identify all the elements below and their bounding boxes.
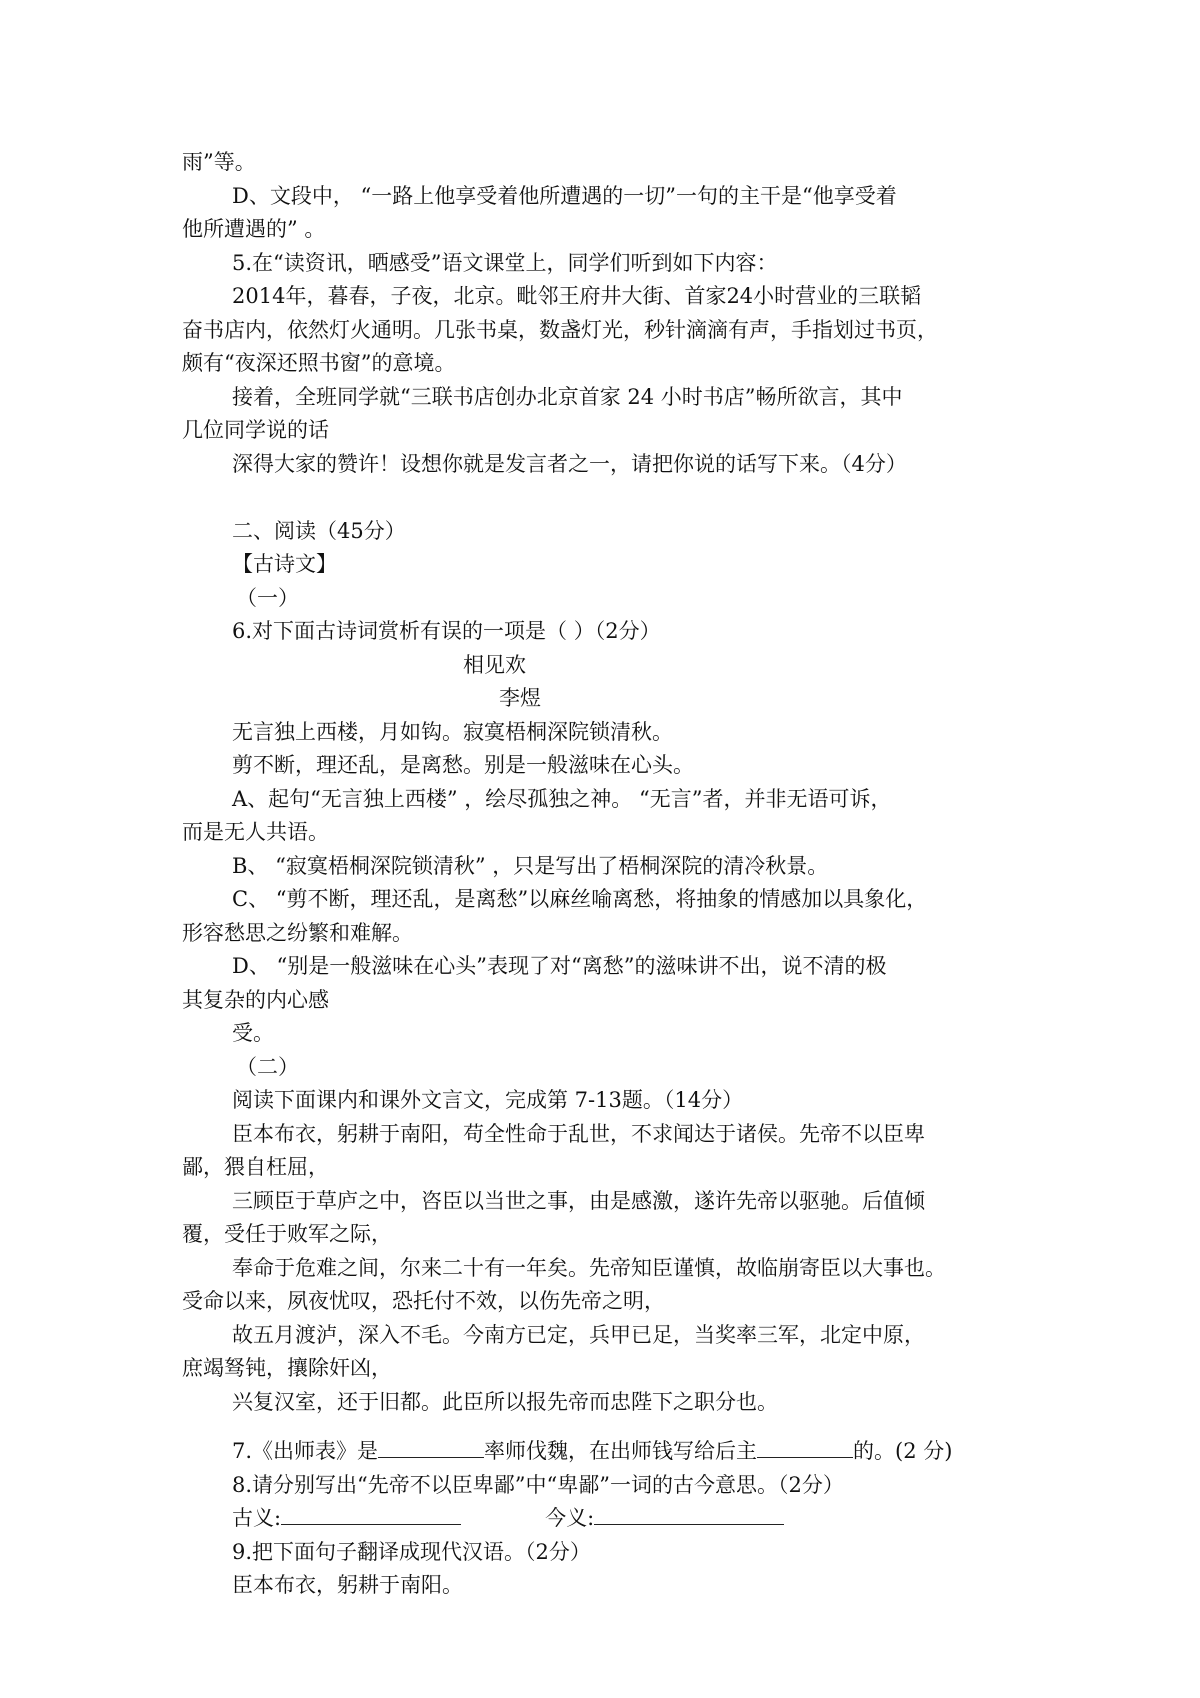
reading-instruction: 阅读下面课内和课外文言文，完成第 7-13题。（14分） [232,1088,744,1112]
classical-text-line: 臣本布衣，躬耕于南阳，苟全性命于乱世，不求闻达于诸侯。先帝不以臣卑 [232,1121,925,1146]
option-c: C、 “剪不断，理还乱，是离愁”以麻丝喻离愁，将抽象的情感加以具象化， [232,887,928,911]
poem-line: 剪不断，理还乱，是离愁。别是一般滋味在心头。 [232,753,694,777]
classical-text-line: 受命以来，夙夜忧叹，恐托付不效，以伤先帝之明， [182,1289,665,1313]
question-6: 6.对下面古诗词赏析有误的一项是（ ）（2分） [232,619,661,643]
text-line: 颇有“夜深还照书窗”的意境。 [182,351,456,375]
spacer [182,481,1032,515]
option-b: B、 “寂寞梧桐深院锁清秋” ，只是写出了梧桐深院的清冷秋景。 [232,853,829,878]
classical-text-line: 兴复汉室，还于旧都。此臣所以报先帝而忠陛下之职分也。 [232,1389,778,1414]
text-line: 其复杂的内心感 [182,987,329,1012]
part-one-label: （一） [236,585,299,610]
spacer [182,1419,1032,1435]
text-line: 而是无人共语。 [182,820,329,844]
question-7-part1: 7.《出师表》是 [232,1439,379,1463]
subsection-heading: 【古诗文】 [232,552,337,576]
text-line: 受。 [232,1021,274,1045]
poem-line: 无言独上西楼，月如钩。寂寞梧桐深院锁清秋。 [232,719,673,744]
option-a: A、起句“无言独上西楼” ，绘尽孤独之神。 “无言”者，并非无语可诉， [232,786,892,811]
answer-blank[interactable] [757,1437,853,1458]
text-line: 奋书店内，依然灯火通明。几张书桌，数盏灯光，秒针滴滴有声，手指划过书页， [182,317,938,342]
poem-author: 李煜 [499,686,541,710]
document-page [182,146,1032,1603]
question-9: 9.把下面句子翻译成现代汉语。（2分） [232,1539,591,1564]
option-d: D、 “别是一般滋味在心头”表现了对“离愁”的滋味讲不出，说不清的极 [232,954,887,978]
ancient-meaning-label: 古义: [232,1506,282,1530]
classical-text-line: 奉命于危难之间，尔来二十有一年矣。先帝知臣谨慎，故临崩寄臣以大事也。 [232,1255,946,1280]
question-7-part2: 率师伐魏，在出师钱写给后主 [484,1439,758,1463]
question-8: 8.请分别写出“先帝不以臣卑鄙”中“卑鄙”一词的古今意思。（2分） [232,1472,844,1497]
question-7 [182,1435,1032,1469]
classical-text-line: 故五月渡泸，深入不毛。今南方已定，兵甲已足，当奖率三军，北定中原， [232,1322,925,1347]
text-line: 接着，全班同学就“三联书店创办北京首家 24 小时书店”畅所欲言，其中 [232,384,903,409]
text-line: 2014年，暮春，子夜，北京。毗邻王府井大街、首家24小时营业的三联韬 [232,284,922,308]
text-line: 他所遭遇的” 。 [182,217,326,241]
section-heading-reading: 二、阅读（45分） [232,518,406,543]
text-line: 几位同学说的话 [182,418,329,442]
text-line: 雨”等。 [182,150,256,174]
text-line: 形容愁思之纷繁和难解。 [182,920,413,945]
modern-meaning-label: 今义: [545,1506,595,1530]
question-7-part3: 的。(2 分) [853,1439,953,1463]
classical-text-line: 三顾臣于草庐之中，咨臣以当世之事，由是感激，遂许先帝以驱驰。后值倾 [232,1188,925,1213]
ancient-meaning-blank[interactable] [281,1504,461,1525]
modern-meaning-blank[interactable] [594,1504,784,1525]
classical-text-line: 庶竭驽钝，攘除奸凶， [182,1356,392,1380]
part-two-label: （二） [236,1054,299,1079]
option-d-text: D、文段中， “一路上他享受着他所遭遇的一切”一句的主干是“他享受着 [232,183,897,208]
question-9-sentence: 臣本布衣，躬耕于南阳。 [232,1573,463,1597]
answer-blank[interactable] [378,1437,484,1458]
classical-text-line: 覆，受任于败军之际， [182,1222,392,1246]
poem-title: 相见欢 [463,652,526,677]
classical-text-line: 鄙，猥自枉屈， [182,1155,329,1179]
question-8-answers [182,1502,1032,1536]
text-line: 深得大家的赞许！设想你就是发言者之一，请把你说的话写下来。（4分） [232,451,907,476]
question-5: 5.在“读资讯，晒感受”语文课堂上，同学们听到如下内容： [232,250,778,275]
